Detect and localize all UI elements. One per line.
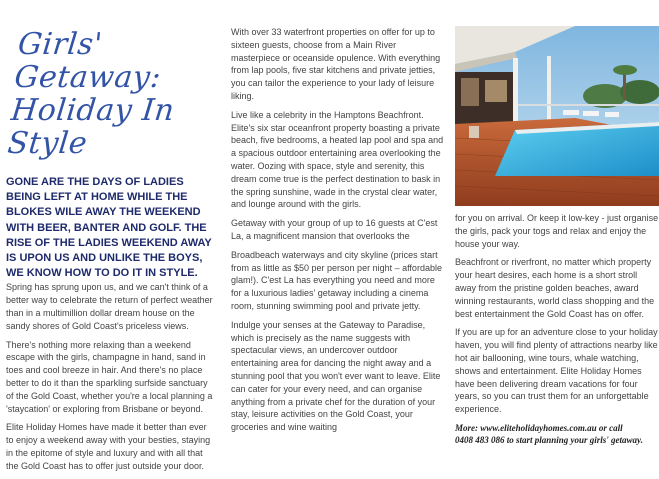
- title-line-1: Girls' Getaway:: [12, 27, 163, 95]
- col1-paragraph-2: There's nothing more relaxing than a weekend escape with the girls, champagne in hand, sand in toes and cool breeze in hair. And there's no place better to do it than the sparkling surfside sanctuary of the Gold Coast, whether you're a local planning a 'staycation' or exploring from Brisbane or beyond.: [6, 339, 213, 414]
- more-info-line-1: More: www.eliteholidayhomes.com.au or call: [455, 422, 623, 433]
- col2-paragraph-3: Getaway with your group of up to 16 guests at C'est La, a magnificent mansion that overlooks the: [231, 218, 438, 241]
- col2-paragraph-5: Indulge your senses at the Gateway to Paradise, which is precisely as the name suggests with spectacular views, an undercover outdoor entertaining area for dancing the night away and a stunning pool that you won't ever want to leave. Elite can cater for your every need, and can organise anything from a private chef for the duration of your stay, leisure activities on the Gold Coast, your groceries and wine waiting: [231, 319, 441, 433]
- col1-paragraph-3: Elite Holiday Homes have made it better than ever to enjoy a weekend away with your besties, staying in the epitome of style and luxury and with all that the Gold Coast has to offer just outside your door.: [6, 422, 211, 471]
- article-title: [6, 28, 230, 160]
- pool-photo-image: [455, 26, 659, 206]
- col1-paragraph-1: Spring has sprung upon us, and we can't think of a better way to celebrate the return of perfect weather than in a multimillion dollar dream house on the sandy shores of Gold Coast's priceless views.: [6, 282, 213, 331]
- column-3: [455, 0, 659, 446]
- more-info: [455, 422, 659, 446]
- column-2: [231, 0, 445, 440]
- column-1: [6, 0, 216, 479]
- col2-paragraph-2: Live like a celebrity in the Hamptons Beachfront. Elite's six star oceanfront property boasting a private beach, five bedrooms, a heated lap pool and spa and a spacious outdoor entertaining area overlooking the water. Oozing with space, style and serenity, this dream come true is the perfect destination to bask in the spring sunshine, wade in the crystal clear water, and lounge around with the girls.: [231, 109, 444, 210]
- pool-photo: [455, 26, 659, 206]
- col3-paragraph-1: for you on arrival. Or keep it low-key - just organise the girls, pack your togs and relax and enjoy the house your way.: [455, 213, 659, 249]
- col3-paragraph-2: Beachfront or riverfront, no matter which property your heart desires, each home is a short stroll away from the pristine golden beaches, award winning restaurants, world class shopping and the best entertainment the Gold Coast has on offer.: [455, 257, 655, 319]
- col2-paragraph-1: With over 33 waterfront properties on offer for up to sixteen guests, choose from a Main River masterpiece or oceanside opulence. With everything from lap pools, five star kitchens and private jetties, you can tailor the experience to your lady of leisure liking.: [231, 27, 441, 101]
- more-info-line-2: 0408 483 086 to start planning your girls' getaway.: [455, 434, 643, 445]
- article-deck: GONE ARE THE DAYS OF LADIES BEING LEFT AT HOME WHILE THE BLOKES WILE AWAY THE WEEKEND WITH BEER, BANTER AND GOLF. THE RISE OF THE LADIES WEEKEND AWAY IS UPON US AND UNLIKE THE BOYS, WE KNOW HOW TO DO IT IN STYLE.: [6, 176, 212, 280]
- col2-paragraph-4: Broadbeach waterways and city skyline (prices start from as little as $50 per person per night – affordable glam!). C'est La has everything you need and more for a luxurious ladies' getaway including a cinema room, stunning swimming pool and private jetty.: [231, 249, 442, 311]
- title-line-2: Holiday In Style: [5, 93, 177, 161]
- col3-paragraph-3: If you are up for an adventure close to your holiday haven, you will find plenty of attractions nearby like hot air ballooning, wine tours, whale watching, shows and entertainment. Elite Holiday Homes have been delivering dream vacations for four years, so you can trust them for an unforgettable experience.: [455, 327, 658, 415]
